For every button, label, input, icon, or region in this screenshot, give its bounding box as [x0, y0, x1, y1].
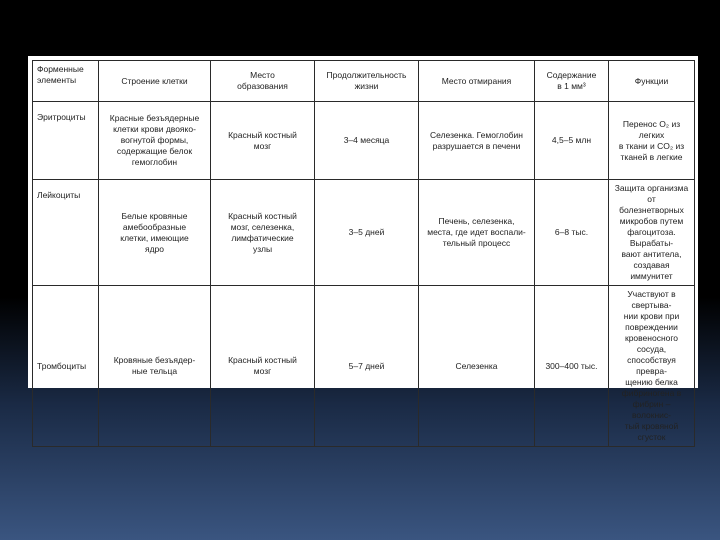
table-cell: Красный костный мозг [211, 286, 315, 447]
header-cell: Продолжительность жизни [315, 61, 419, 102]
table-cell: 300–400 тыс. [535, 286, 609, 447]
table-cell: 3–5 дней [315, 180, 419, 286]
table-cell: 6–8 тыс. [535, 180, 609, 286]
table-row-erythrocytes [33, 102, 695, 180]
table-cell: 3–4 месяца [315, 102, 419, 180]
table-row-thrombocytes [33, 286, 695, 447]
table-cell: Печень, селезенка, места, где идет воспали- тельный процесс [419, 180, 535, 286]
header-cell: Форменные элементы [33, 61, 99, 102]
table-cell: 5–7 дней [315, 286, 419, 447]
table-cell: Белые кровяные амебообразные клетки, имеющие ядро [99, 180, 211, 286]
table-cell: Красный костный мозг, селезенка, лимфатические узлы [211, 180, 315, 286]
table-cell: Кровяные безъядер- ные тельца [99, 286, 211, 447]
header-cell: Место отмирания [419, 61, 535, 102]
header-cell: Содержание в 1 мм³ [535, 61, 609, 102]
table-cell: Селезенка. Гемоглобин разрушается в печени [419, 102, 535, 180]
table-cell: Красные безъядерные клетки крови двояко- вогнутой формы, содержащие белок гемоглобин [99, 102, 211, 180]
table-cell: Красный костный мозг [211, 102, 315, 180]
header-cell: Строение клетки [99, 61, 211, 102]
slide-content [28, 56, 698, 442]
table-cell: 4,5–5 млн [535, 102, 609, 180]
table-cell: Защита организма от болезнетворных микробов путем фагоцитоза. Вырабаты- вают антитела, создавая иммунитет [609, 180, 695, 286]
table-header-row [33, 61, 695, 102]
table-row-leukocytes [33, 180, 695, 286]
table-cell: Эритроциты [33, 102, 99, 180]
blood-cells-table [32, 60, 695, 447]
table-cell: Тромбоциты [33, 286, 99, 447]
header-cell: Функции [609, 61, 695, 102]
table-cell: Лейкоциты [33, 180, 99, 286]
table-cell: Селезенка [419, 286, 535, 447]
header-cell: Место образования [211, 61, 315, 102]
table-cell: Участвуют в свертыва- нии крови при повреждении кровеносного сосуда, способствуя превра- щению белка фибриногена в фибрин – волокнис- тый кровяной сгусток [609, 286, 695, 447]
table-cell: Перенос O₂ из легких в ткани и CO₂ из тканей в легкие [609, 102, 695, 180]
